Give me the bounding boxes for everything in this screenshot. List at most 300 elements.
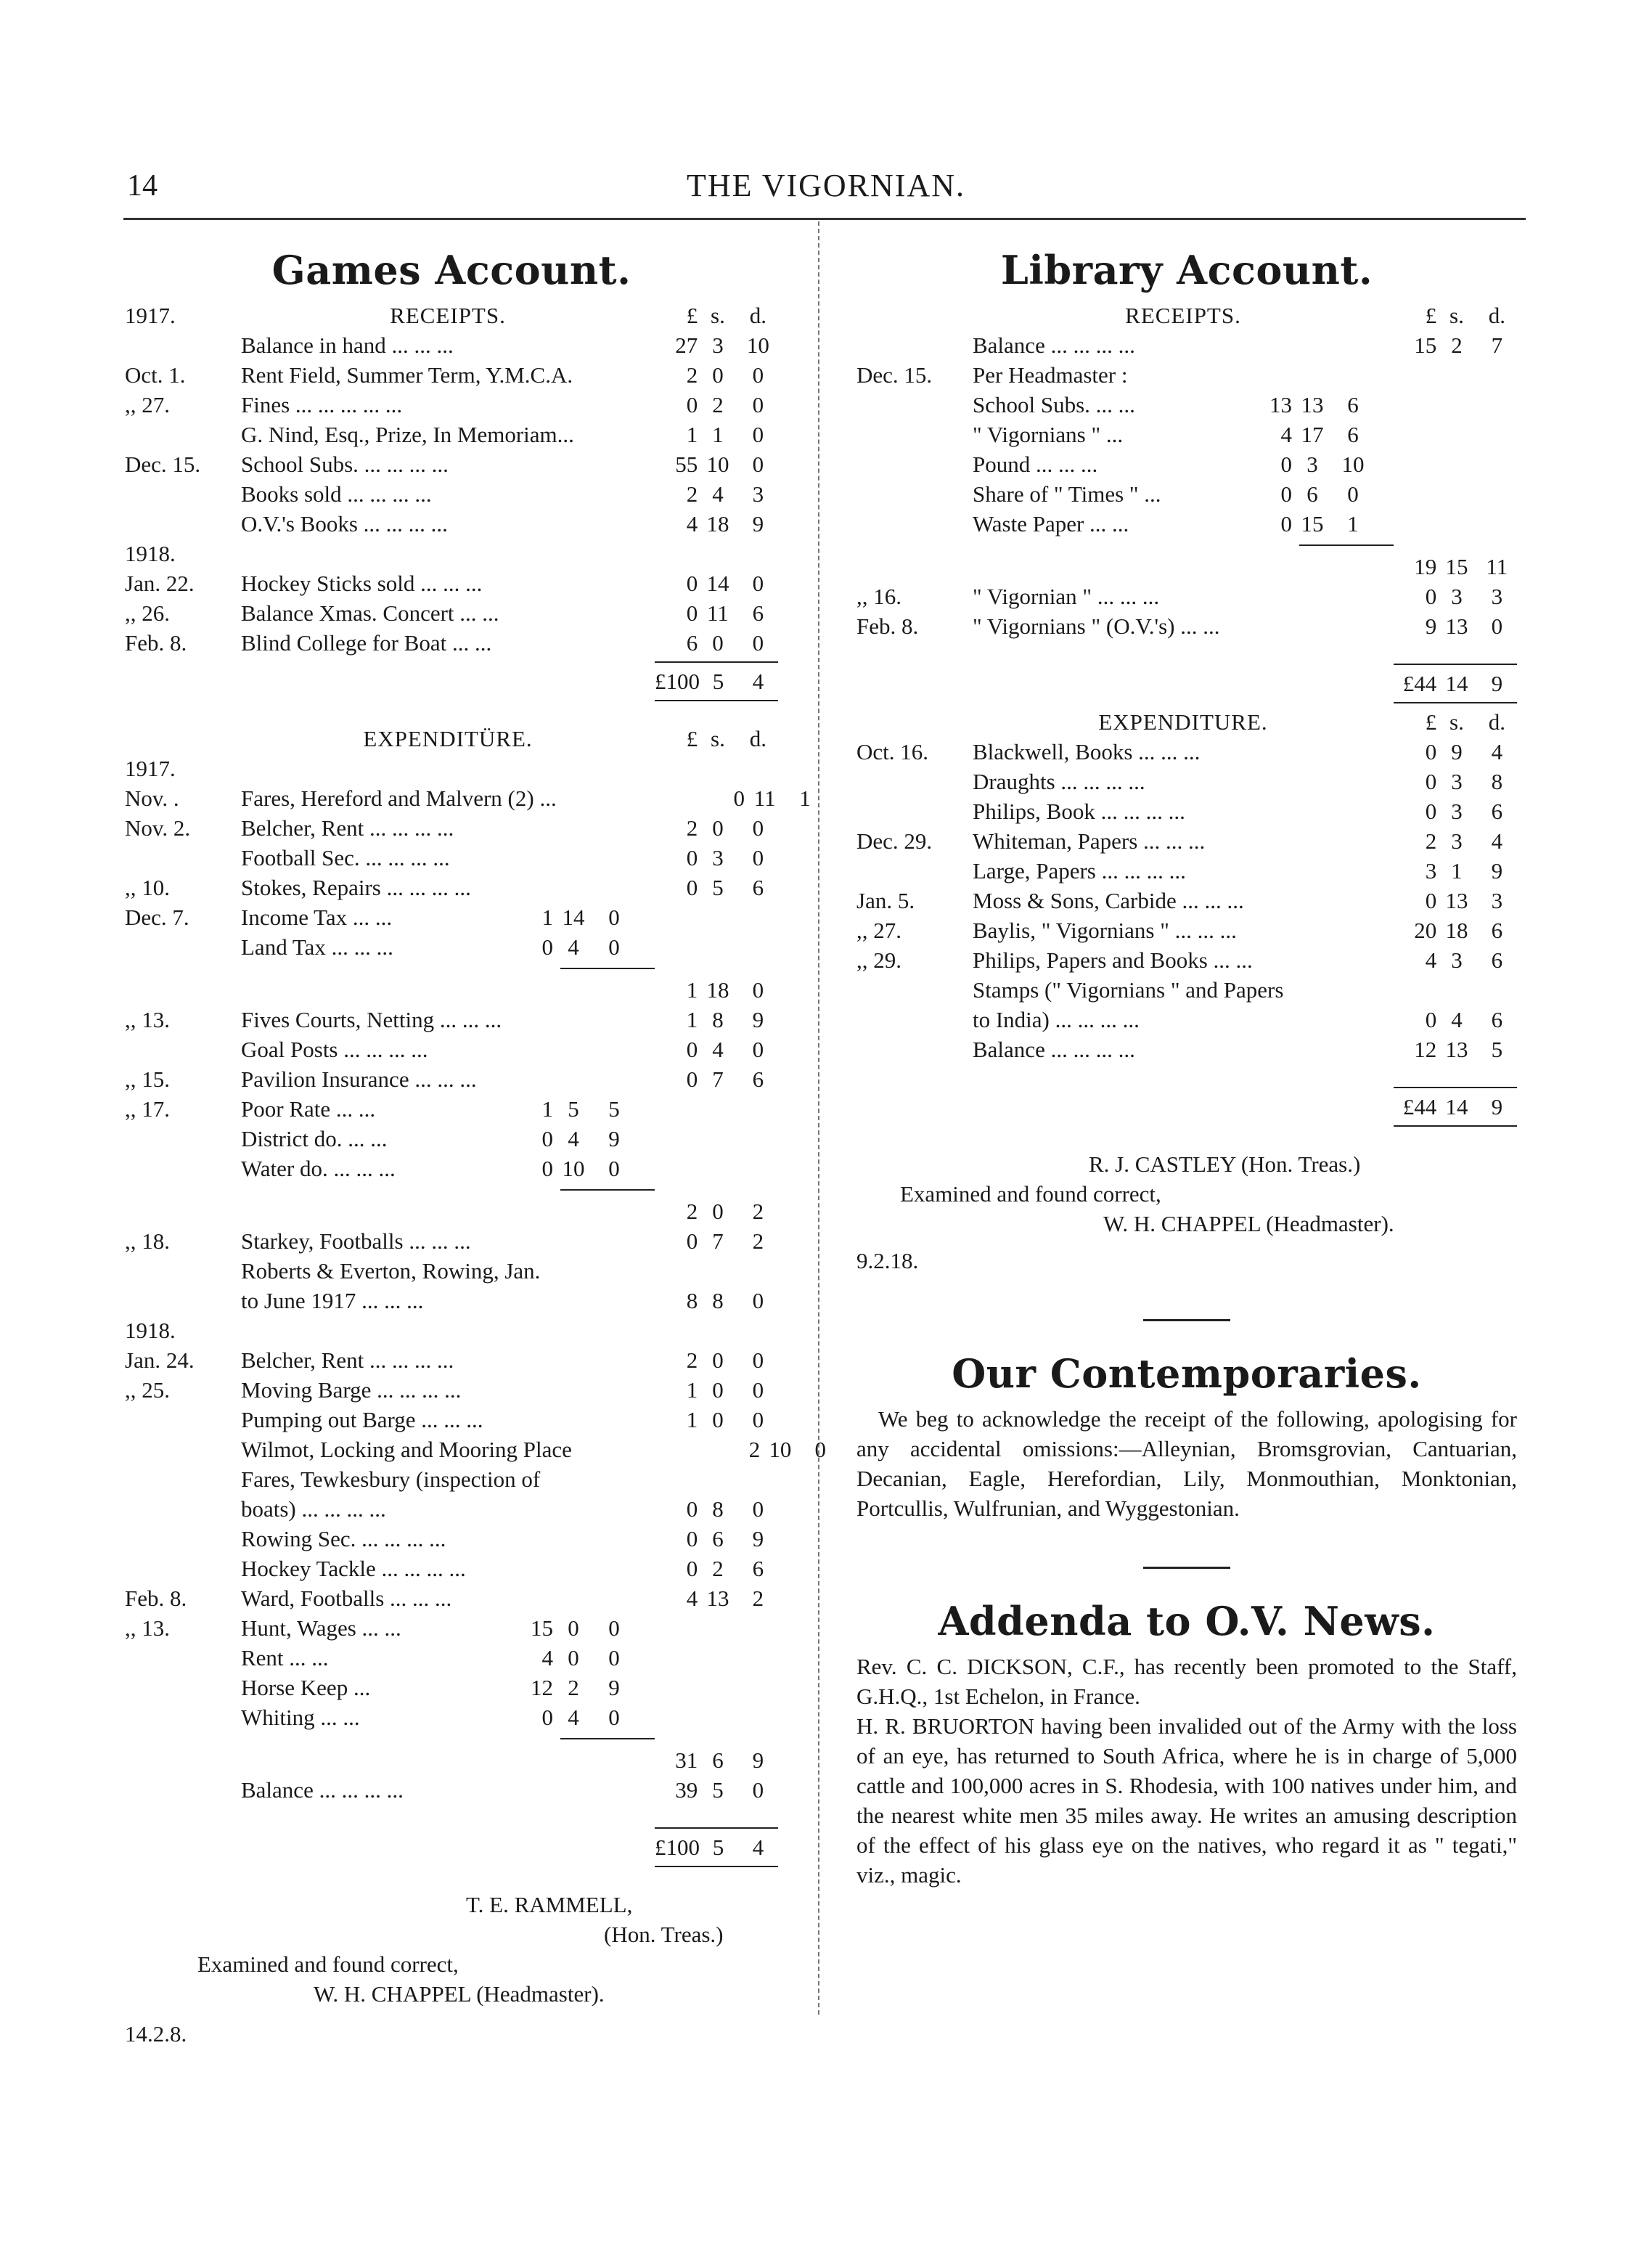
entry-subamount: 0 4 0: [541, 1705, 620, 1730]
entry-text: Goal Posts ... ... ... ...: [241, 1037, 428, 1062]
entry-amount: 1 0 0: [686, 1407, 764, 1432]
entry-amount: [655, 1094, 778, 1124]
ledger-row: [125, 1154, 778, 1183]
subtotal-rule: [125, 1732, 778, 1745]
entry-subamount: 0 4 0: [541, 934, 620, 960]
ledger-row: [125, 783, 811, 813]
entry-date: [125, 1643, 241, 1673]
entry-subamount: 1 5 5: [541, 1096, 620, 1122]
entry-amount: 55 10 0: [675, 452, 764, 477]
entry-date: [125, 1154, 241, 1183]
running-head: THE VIGORNIAN.: [686, 168, 966, 203]
entry-date: [125, 1256, 241, 1286]
entry-text: O.V.'s Books ... ... ... ...: [241, 511, 448, 536]
entry-text: Fares, Hereford and Malvern (2) ...: [241, 786, 557, 811]
library-examiner: W. H. CHAPPEL (Headmaster).: [1103, 1211, 1394, 1236]
entry-amount: 12 13 5: [1414, 1037, 1503, 1062]
entry-date: Dec. 29.: [856, 828, 933, 854]
entry-subamount: [510, 843, 655, 873]
library-date: 9.2.18.: [856, 1248, 919, 1273]
entry-amount: 0 4 6: [1425, 1007, 1503, 1032]
entry-amount: 2 0 0: [686, 815, 764, 841]
section-divider: [1143, 1319, 1230, 1321]
ledger-row: [125, 1375, 778, 1405]
ledger-row: [125, 1464, 778, 1494]
entry-amount: [1394, 449, 1517, 479]
year-label: 1917.: [125, 303, 176, 328]
ledger-row: [125, 1702, 778, 1732]
ledger-row: [125, 1286, 778, 1315]
ledger-row: [125, 568, 778, 598]
entry-subamount: [510, 1035, 655, 1064]
entry-subamount: 0 6 0: [1280, 481, 1359, 507]
entry-date: ,, 29.: [856, 947, 901, 973]
year-row: 1918.: [125, 1318, 176, 1343]
entry-text: Draughts ... ... ... ...: [973, 769, 1145, 794]
entry-amount: 0 3 6: [1425, 799, 1503, 824]
ledger-row: [856, 826, 1517, 856]
entry-text: Pumping out Barge ... ... ...: [241, 1407, 483, 1432]
entry-amount: 2 10 0: [748, 1437, 826, 1462]
entry-text: Rent Field, Summer Term, Y.M.C.A.: [241, 362, 573, 388]
entry-text: Balance ... ... ... ...: [973, 1037, 1135, 1062]
ledger-row: [856, 886, 1517, 915]
entry-amount: [1394, 390, 1517, 420]
ledger-row: [125, 902, 778, 932]
ledger-row: [125, 628, 778, 658]
entry-date: [125, 1494, 241, 1524]
contemporaries-text: We beg to acknowledge the receipt of the following, apologising for any accidental omissions:—Alleynian, Bromsgrovian, Cantuarian, Decanian, Eagle, Herefordian, Lily, Monmouthian, Monktonian, Portcullis, Wulfrunian, and Wyggestonian.: [856, 1406, 1517, 1521]
total-rule: [856, 660, 1517, 669]
ledger-row: [856, 582, 1517, 611]
ledger-row: [125, 390, 778, 420]
rates-subtotal: 2 0 2: [686, 1199, 764, 1224]
entry-date: ,, 27.: [125, 392, 170, 417]
entry-text: Share of " Times " ...: [973, 481, 1161, 507]
games-receipts-list: [125, 330, 778, 539]
ledger-row: [856, 796, 1517, 826]
entry-amount: 27 3 10: [675, 332, 769, 358]
tax-subtotal: 1 18 0: [686, 977, 764, 1003]
ledger-row: [856, 611, 1517, 641]
ledger-row: [125, 1554, 778, 1583]
entry-date: Feb. 8.: [125, 630, 187, 656]
library-treasurer: R. J. CASTLEY (Hon. Treas.): [1089, 1151, 1361, 1177]
ledger-row: [125, 360, 778, 390]
entry-amount: 1 8 9: [686, 1007, 764, 1032]
entry-subamount: 4 0 0: [541, 1645, 620, 1670]
right-column: [856, 247, 1517, 1890]
entry-amount: 4 3 6: [1425, 947, 1503, 973]
entry-text: Stokes, Repairs ... ... ... ...: [241, 875, 471, 900]
entry-amount: [685, 1256, 809, 1286]
entry-amount: 4 18 9: [686, 511, 764, 536]
entry-text: Land Tax ... ... ...: [241, 934, 393, 960]
ledger-row: [125, 1613, 778, 1643]
subtotal-rule: [125, 962, 778, 975]
entry-text: Philips, Papers and Books ... ...: [973, 947, 1253, 973]
subtotal-rule: [856, 539, 1517, 552]
entry-date: ,, 27.: [856, 918, 901, 943]
ledger-row: [125, 479, 778, 509]
entry-date: Oct. 16.: [856, 739, 929, 764]
ledger-row: [125, 1345, 778, 1375]
entry-date: [856, 856, 973, 886]
entry-text: Football Sec. ... ... ... ...: [241, 845, 450, 870]
ledger-row: [856, 915, 1517, 945]
ledger-row: [856, 856, 1517, 886]
entry-date: Jan. 5.: [856, 888, 915, 913]
entry-text: Blind College for Boat ... ...: [241, 630, 492, 656]
ledger-row: [125, 1494, 778, 1524]
entry-date: Dec. 15.: [125, 452, 201, 477]
entry-text: Horse Keep ...: [241, 1675, 371, 1700]
entry-text: Whiteman, Papers ... ... ...: [973, 828, 1206, 854]
ledger-row: [125, 1124, 778, 1154]
entry-amount: 9 13 0: [1425, 613, 1503, 639]
receipts-label: RECEIPTS.: [1125, 303, 1241, 328]
games-exp-total: £100 5 4: [655, 1835, 764, 1860]
ledger-row: [125, 813, 778, 843]
entry-amount: 2 0 0: [686, 1347, 764, 1373]
ledger-row: [125, 509, 778, 539]
entry-date: Oct. 1.: [125, 362, 186, 388]
entry-date: [125, 1286, 241, 1315]
entry-subamount: [510, 1286, 655, 1315]
ledger-row: [125, 1643, 778, 1673]
entry-text: Baylis, " Vigornians " ... ... ...: [973, 918, 1237, 943]
ledger-row: [856, 449, 1517, 479]
entry-date: ,, 25.: [125, 1377, 170, 1403]
entry-subamount: 0 10 0: [541, 1156, 620, 1181]
entry-amount: 0 2 6: [686, 1556, 764, 1581]
expenditure-label: EXPENDITÜRE.: [363, 726, 533, 751]
column-divider: [818, 221, 819, 2015]
ledger-row: [125, 449, 778, 479]
entry-amount: 0 3 3: [1425, 584, 1503, 609]
year-row: 1918.: [125, 541, 176, 566]
entry-text: Starkey, Footballs ... ... ...: [241, 1228, 471, 1254]
entry-date: ,, 13.: [125, 1615, 170, 1641]
entry-text: boats) ... ... ... ...: [241, 1496, 386, 1522]
entry-amount: 0 4 0: [686, 1037, 764, 1062]
entry-text: School Subs. ... ... ... ...: [241, 452, 449, 477]
entry-amount: 1 0 0: [686, 1377, 764, 1403]
entry-text: School Subs. ... ...: [973, 392, 1135, 417]
entry-text: to June 1917 ... ... ...: [241, 1288, 424, 1313]
entry-amount: [655, 1673, 778, 1702]
games-examiner: W. H. CHAPPEL (Headmaster).: [314, 1981, 605, 2007]
entry-amount: 0 9 4: [1425, 739, 1503, 764]
entry-amount: [655, 902, 778, 932]
entry-date: [125, 1554, 241, 1583]
header-rule: [123, 218, 1526, 220]
entry-subamount: 15 0 0: [531, 1615, 620, 1641]
games-receipts-1918-list: [125, 568, 778, 658]
library-receipts-list: [856, 582, 1517, 641]
entry-date: [125, 932, 241, 962]
games-receipts-total: £100 5 4: [655, 669, 764, 694]
entry-date: ,, 18.: [125, 1228, 170, 1254]
ledger-row: [856, 360, 1517, 390]
entry-subamount: [1248, 360, 1394, 390]
entry-text: Balance ... ... ... ...: [973, 332, 1135, 358]
entry-text: G. Nind, Esq., Prize, In Memoriam...: [241, 422, 574, 447]
entry-date: [125, 1035, 241, 1064]
entry-subamount: [1248, 582, 1394, 611]
entry-text: Ward, Footballs ... ... ...: [241, 1586, 452, 1611]
entry-date: [856, 330, 973, 360]
year-row: 1917.: [125, 756, 176, 781]
entry-date: Feb. 8.: [856, 613, 919, 639]
total-rule: [856, 698, 1517, 707]
entry-text: to India) ... ... ... ...: [973, 1007, 1140, 1032]
entry-subamount: 13 13 6: [1269, 392, 1359, 417]
total-rule: [125, 696, 778, 705]
games-treasurer: T. E. RAMMELL,: [466, 1892, 633, 1917]
ledger-row: [125, 1005, 778, 1035]
entry-amount: [655, 1702, 778, 1732]
entry-text: Wilmot, Locking and Mooring Place: [241, 1437, 572, 1462]
library-expenditure-header: EXPENDITURE. £ s. d.: [856, 707, 1517, 737]
library-exp-list: [856, 737, 1517, 1064]
library-title: Library Account.: [1000, 247, 1373, 293]
entry-text: Fives Courts, Netting ... ... ...: [241, 1007, 502, 1032]
entry-subamount: [510, 1405, 655, 1435]
entry-amount: 15 2 7: [1414, 332, 1503, 358]
entry-date: [856, 390, 973, 420]
games-receipts-header: [125, 301, 778, 330]
ledger-row: [125, 1035, 778, 1064]
entry-amount: 0 8 0: [686, 1496, 764, 1522]
entry-text: Moving Barge ... ... ... ...: [241, 1377, 462, 1403]
entry-text: Stamps (" Vigornians " and Papers: [973, 977, 1284, 1003]
games-examined: Examined and found correct,: [197, 1951, 459, 1977]
entry-amount: 0 3 0: [686, 845, 764, 870]
entry-date: ,, 10.: [125, 875, 170, 900]
entry-amount: 0 6 9: [686, 1526, 764, 1551]
ledger-row: [125, 1673, 778, 1702]
entry-text: Hockey Sticks sold ... ... ...: [241, 571, 483, 596]
entry-date: Jan. 22.: [125, 571, 195, 596]
games-exp-1918-list: [125, 1345, 826, 1732]
currency-header: £ s. d.: [686, 303, 766, 328]
entry-date: [856, 479, 973, 509]
ledger-row: [125, 1583, 778, 1613]
entry-amount: [685, 1464, 809, 1494]
entry-date: [856, 420, 973, 449]
entry-amount: [1394, 509, 1517, 539]
entry-amount: 8 8 0: [686, 1288, 764, 1313]
ledger-row: [856, 479, 1517, 509]
entry-date: [125, 1435, 241, 1464]
entry-date: [125, 1702, 241, 1732]
entry-date: [125, 1464, 241, 1494]
total-rule: [125, 658, 778, 666]
entry-subamount: [1248, 330, 1394, 360]
ledger-row: [125, 1256, 778, 1286]
entry-text: Per Headmaster :: [973, 362, 1128, 388]
contemporaries-title: Our Contemporaries.: [952, 1350, 1422, 1397]
entry-amount: 0 2 0: [686, 392, 764, 417]
entry-subamount: 4 17 6: [1280, 422, 1359, 447]
entry-text: Books sold ... ... ... ...: [241, 481, 432, 507]
entry-subamount: [540, 1256, 685, 1286]
library-examined: Examined and found correct,: [900, 1181, 1161, 1207]
entry-date: ,, 13.: [125, 1007, 170, 1032]
entry-text: District do. ... ...: [241, 1126, 388, 1151]
entry-amount: 0 5 6: [686, 875, 764, 900]
entry-subamount: [510, 813, 655, 843]
addenda-para-1: Rev. C. C. DICKSON, C.F., has recently been promoted to the Staff, G.H.Q., 1st Echelon, in France.: [856, 1654, 1517, 1709]
entry-amount: [1394, 479, 1517, 509]
entry-amount: 20 18 6: [1414, 918, 1503, 943]
entry-text: Poor Rate ... ...: [241, 1096, 376, 1122]
ledger-row: [125, 873, 778, 902]
entry-date: Nov. .: [125, 786, 179, 811]
entry-subamount: [510, 1345, 655, 1375]
entry-text: Fines ... ... ... ... ...: [241, 392, 403, 417]
ledger-row: [125, 598, 778, 628]
entry-date: [125, 843, 241, 873]
entry-text: Fares, Tewkesbury (inspection of: [241, 1466, 541, 1492]
entry-date: [125, 1524, 241, 1554]
ledger-row: [125, 1094, 778, 1124]
ledger-row: [125, 932, 778, 962]
entry-date: [125, 479, 241, 509]
entry-date: ,, 17.: [125, 1096, 170, 1122]
entry-date: [856, 796, 973, 826]
entry-amount: [655, 1124, 778, 1154]
games-exp-list: [125, 783, 811, 962]
entry-text: Moss & Sons, Carbide ... ... ...: [973, 888, 1244, 913]
entry-subamount: 1 14 0: [541, 905, 620, 930]
entry-subamount: [510, 1583, 655, 1613]
entry-date: [125, 330, 241, 360]
entry-subamount: 0 4 9: [541, 1126, 620, 1151]
entry-amount: 0 7 2: [686, 1228, 764, 1254]
entry-amount: 2 3 4: [1425, 828, 1503, 854]
entry-amount: [655, 1154, 778, 1183]
ledger-row: [125, 1524, 778, 1554]
ledger-row: [125, 1405, 778, 1435]
ledger-row: [125, 1064, 778, 1094]
entry-amount: [655, 932, 778, 962]
entry-date: [856, 975, 973, 1005]
entry-text: Pavilion Insurance ... ... ...: [241, 1066, 477, 1092]
library-receipts-total: £44 14 9: [1402, 671, 1503, 696]
entry-text: Income Tax ... ...: [241, 905, 393, 930]
entry-date: Dec. 15.: [856, 362, 933, 388]
entry-text: Rowing Sec. ... ... ... ...: [241, 1526, 446, 1551]
ledger-row: [125, 330, 778, 360]
entry-text: Pound ... ... ...: [973, 452, 1098, 477]
entry-text: Balance in hand ... ... ...: [241, 332, 454, 358]
ledger-row: [125, 1435, 826, 1464]
entry-date: [856, 509, 973, 539]
entry-subamount: [510, 1524, 655, 1554]
entry-date: ,, 26.: [125, 600, 170, 626]
total-rule: [856, 1122, 1517, 1130]
entry-subamount: 12 2 9: [531, 1675, 620, 1700]
entry-amount: [655, 1613, 778, 1643]
entry-date: Jan. 24.: [125, 1347, 195, 1373]
entry-date: [125, 509, 241, 539]
entry-text: Blackwell, Books ... ... ...: [973, 739, 1201, 764]
addenda-para-2: H. R. BRUORTON having been invalided out of the Army with the loss of an eye, has returned to South Africa, where he is in charge of 5,000 cattle and 100,000 acres in S. Rhodesia, with 100 natives under him, and the nearest white men 35 miles away. He writes an amusing description of the effect of his glass eye on the natives, who regard it as " tegati," viz., magic.: [856, 1713, 1517, 1888]
entry-subamount: [572, 1435, 717, 1464]
entry-date: [125, 420, 241, 449]
entry-text: Waste Paper ... ...: [973, 511, 1129, 536]
entry-text: " Vigornians " ...: [973, 422, 1124, 447]
ledger-row: [856, 420, 1517, 449]
ledger-row: [856, 390, 1517, 420]
ledger-row: [125, 420, 778, 449]
entry-text: Roberts & Everton, Rowing, Jan.: [241, 1258, 541, 1284]
games-expenditure-header: EXPENDITÜRE. £ s. d.: [125, 724, 778, 754]
entry-subamount: [1248, 611, 1394, 641]
total-rule: [856, 1083, 1517, 1092]
ledger-row: [125, 1226, 778, 1256]
entry-amount: 1 1 0: [686, 422, 764, 447]
entry-text: Hockey Tackle ... ... ... ...: [241, 1556, 466, 1581]
games-title: Games Account.: [271, 247, 631, 293]
entry-amount: 3 1 9: [1425, 858, 1503, 884]
entry-text: Belcher, Rent ... ... ... ...: [241, 1347, 454, 1373]
games-balance-row: Balance ... ... ... ... 39 5 0: [241, 1777, 764, 1803]
entry-date: [856, 449, 973, 479]
entry-amount: 0 13 3: [1425, 888, 1503, 913]
entry-amount: 0 3 8: [1425, 769, 1503, 794]
total-rule: [125, 1824, 778, 1832]
entry-amount: 0 11 6: [686, 600, 764, 626]
entry-date: [856, 1035, 973, 1064]
entry-text: " Vigornians " (O.V.'s) ... ...: [973, 613, 1220, 639]
library-receipts-list: [856, 330, 1517, 539]
entry-text: Rent ... ...: [241, 1645, 329, 1670]
entry-amount: 2 0 0: [686, 362, 764, 388]
ledger-row: [856, 945, 1517, 975]
entry-text: Belcher, Rent ... ... ... ...: [241, 815, 454, 841]
ledger-row: [856, 330, 1517, 360]
ledger-row: [856, 509, 1517, 539]
entry-subamount: [510, 1005, 655, 1035]
ledger-row: [856, 1035, 1517, 1064]
section-divider: [1143, 1567, 1230, 1569]
entry-date: [125, 1673, 241, 1702]
entry-amount: [1394, 420, 1517, 449]
entry-subamount: [557, 783, 702, 813]
subtotal-rule: [125, 1183, 778, 1196]
entry-amount: 6 0 0: [686, 630, 764, 656]
ledger-row: [856, 737, 1517, 767]
entry-subamount: [510, 1226, 655, 1256]
entry-amount: 0 7 6: [686, 1066, 764, 1092]
games-treasurer-title: (Hon. Treas.): [604, 1922, 724, 1947]
entry-date: Feb. 8.: [125, 1586, 187, 1611]
games-date: 14.2.8.: [125, 2021, 187, 2047]
ledger-row: [856, 767, 1517, 796]
entry-text: " Vigornian " ... ... ...: [973, 584, 1160, 609]
entry-amount: 0 14 0: [686, 571, 764, 596]
games-account: [125, 247, 826, 2049]
ledger-row: [856, 975, 1517, 1005]
entry-subamount: 0 3 10: [1280, 452, 1365, 477]
entry-text: Philips, Book ... ... ... ...: [973, 799, 1185, 824]
entry-subamount: [510, 1064, 655, 1094]
entry-amount: [1394, 360, 1517, 390]
games-exp-list: [125, 1005, 778, 1183]
